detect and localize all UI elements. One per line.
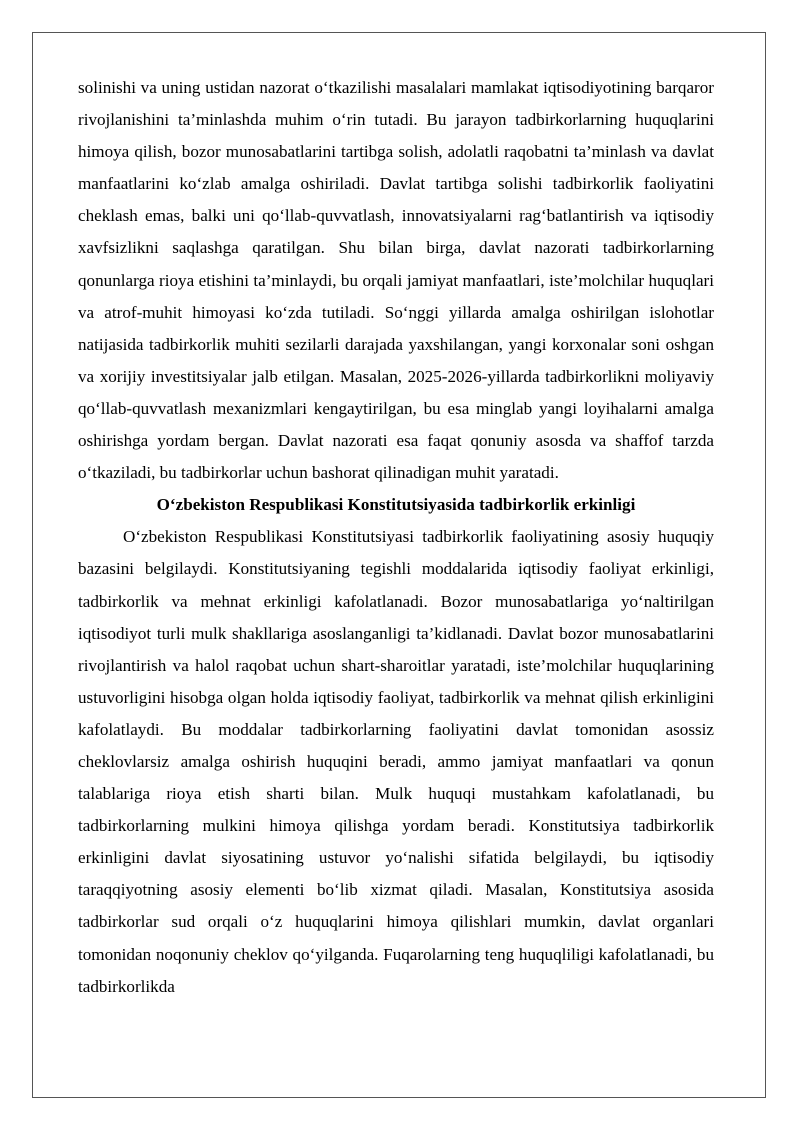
section-heading: O‘zbekiston Respublikasi Konstitutsiyasida tadbirkorlik erkinligi: [156, 495, 636, 515]
document-body: [78, 72, 714, 1003]
body-paragraph: O‘zbekiston Respublikasi Konstitutsiyasi tadbirkorlik faoliyatining asosiy huquqiy bazasini belgilaydi. Konstitutsiyaning tegishli moddalarida iqtisodiy faoliyat erkinligi, tadbirkorlik va mehnat erkinligi kafolatlanadi. Bozor munosabatlariga yo‘naltirilgan iqtisodiyot turli mulk shakllariga asoslanganligi ta’kidlanadi. Davlat bozor munosabatlarini rivojlantirish va halol raqobat uchun shart-sharoitlar yaratadi, iste’molchilar huquqlarining ustuvorligini hisobga olgan holda iqtisodiy faoliyat, tadbirkorlik va mehnat qilish erkinligini kafolatlaydi. Bu moddalar tadbirkorlarning faoliyatini davlat tomonidan asossiz cheklovlarsiz amalga oshirish huquqini beradi, ammo jamiyat manfaatlari va qonun talablariga rioya etish sharti bilan. Mulk huquqi mustahkam kafolatlanadi, bu tadbirkorlarning mulkini himoya qilishga yordam beradi. Konstitutsiya tadbirkorlik erkinligini davlat siyosatining ustuvor yo‘nalishi sifatida belgilaydi, bu iqtisodiy taraqqiyotning asosiy elementi bo‘lib xizmat qiladi. Masalan, Konstitutsiya asosida tadbirkorlar sud orqali o‘z huquqlarini himoya qilishlari mumkin, davlat organlari tomonidan noqonuniy cheklov qo‘yilganda. Fuqarolarning teng huquqliligi kafolatlanadi, bu tadbirkorlikda: [78, 527, 714, 996]
body-paragraph: solinishi va uning ustidan nazorat o‘tkazilishi masalalari mamlakat iqtisodiyotining barqaror rivojlanishini ta’minlashda muhim o‘rin tutadi. Bu jarayon tadbirkorlarning huquqlarini himoya qilish, bozor munosabatlarini tartibga solish, adolatli raqobatni ta’minlash va davlat manfaatlarini ko‘zlab amalga oshiriladi. Davlat tartibga solishi tadbirkorlik faoliyatini cheklash emas, balki uni qo‘llab-quvvatlash, innovatsiyalarni rag‘batlantirish va iqtisodiy xavfsizlikni saqlashga qaratilgan. Shu bilan birga, davlat nazorati tadbirkorlarning qonunlarga rioya etishini ta’minlaydi, bu orqali jamiyat manfaatlari, iste’molchilar huquqlari va atrof-muhit himoyasi ko‘zda tutiladi. So‘nggi yillarda amalga oshirilgan islohotlar natijasida tadbirkorlik muhiti sezilarli darajada yaxshilangan, yangi korxonalar soni oshgan va xorijiy investitsiyalar jalb etilgan. Masalan, 2025-2026-yillarda tadbirkorlikni moliyaviy qo‘llab-quvvatlash mexanizmlari kengaytirilgan, bu esa minglab yangi loyihalarni amalga oshirishga yordam bergan. Davlat nazorati esa faqat qonuniy asosda va shaffof tarzda o‘tkaziladi, bu tadbirkorlar uchun bashorat qilinadigan muhit yaratadi.: [78, 78, 714, 483]
